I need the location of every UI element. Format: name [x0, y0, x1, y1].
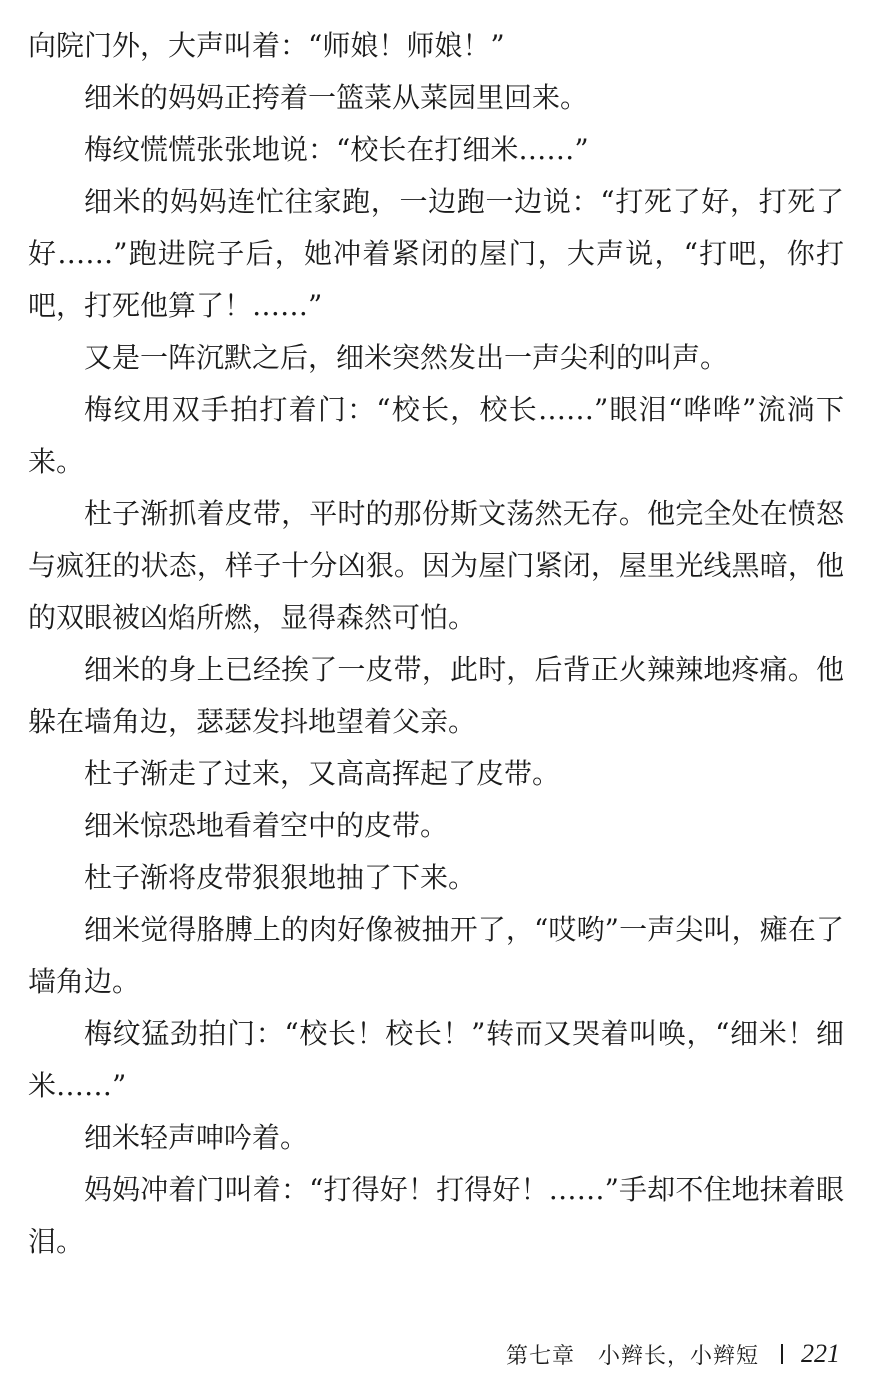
paragraph: 妈妈冲着门叫着：“打得好！打得好！……”手却不住地抹着眼泪。: [28, 1173, 844, 1258]
chapter-title: 第七章 小辫长，小辫短: [505, 1343, 759, 1369]
paragraph: 梅纹慌慌张张地说：“校长在打细米……”: [84, 133, 589, 166]
paragraph: 杜子渐走了过来，又高高挥起了皮带。: [84, 757, 561, 790]
paragraph: 细米的妈妈正挎着一篮菜从菜园里回来。: [84, 81, 589, 114]
paragraph: 细米轻声呻吟着。: [84, 1121, 309, 1154]
paragraph: 杜子渐将皮带狠狠地抽了下来。: [84, 861, 477, 894]
paragraph: 又是一阵沉默之后，细米突然发出一声尖利的叫声。: [84, 341, 729, 374]
paragraph: 细米觉得胳膊上的肉好像被抽开了，“哎哟”一声尖叫，瘫在了墙角边。: [28, 913, 844, 998]
footer-divider: [781, 1344, 783, 1364]
paragraph: 细米的身上已经挨了一皮带，此时，后背正火辣辣地疼痛。他躲在墙角边，瑟瑟发抖地望着父亲。: [28, 653, 844, 738]
page-footer: [506, 1334, 840, 1374]
paragraph: 杜子渐抓着皮带，平时的那份斯文荡然无存。他完全处在愤怒与疯狂的状态，样子十分凶狠。因为屋门紧闭，屋里光线黑暗，他的双眼被凶焰所燃，显得森然可怕。: [28, 497, 844, 634]
paragraph: 细米的妈妈连忙往家跑，一边跑一边说：“打死了好，打死了好……”跑进院子后，她冲着紧闭的屋门，大声说，“打吧，你打吧，打死他算了！……”: [28, 185, 844, 322]
page-number: 221: [801, 1339, 840, 1368]
body-text: [28, 20, 844, 1268]
paragraph: 细米惊恐地看着空中的皮带。: [84, 809, 449, 842]
paragraph: 梅纹猛劲拍门：“校长！校长！”转而又哭着叫唤，“细米！细米……”: [28, 1017, 844, 1102]
paragraph: 向院门外，大声叫着：“师娘！师娘！”: [28, 29, 505, 62]
paragraph: 梅纹用双手拍打着门：“校长，校长……”眼泪“哗哗”流淌下来。: [28, 393, 844, 478]
